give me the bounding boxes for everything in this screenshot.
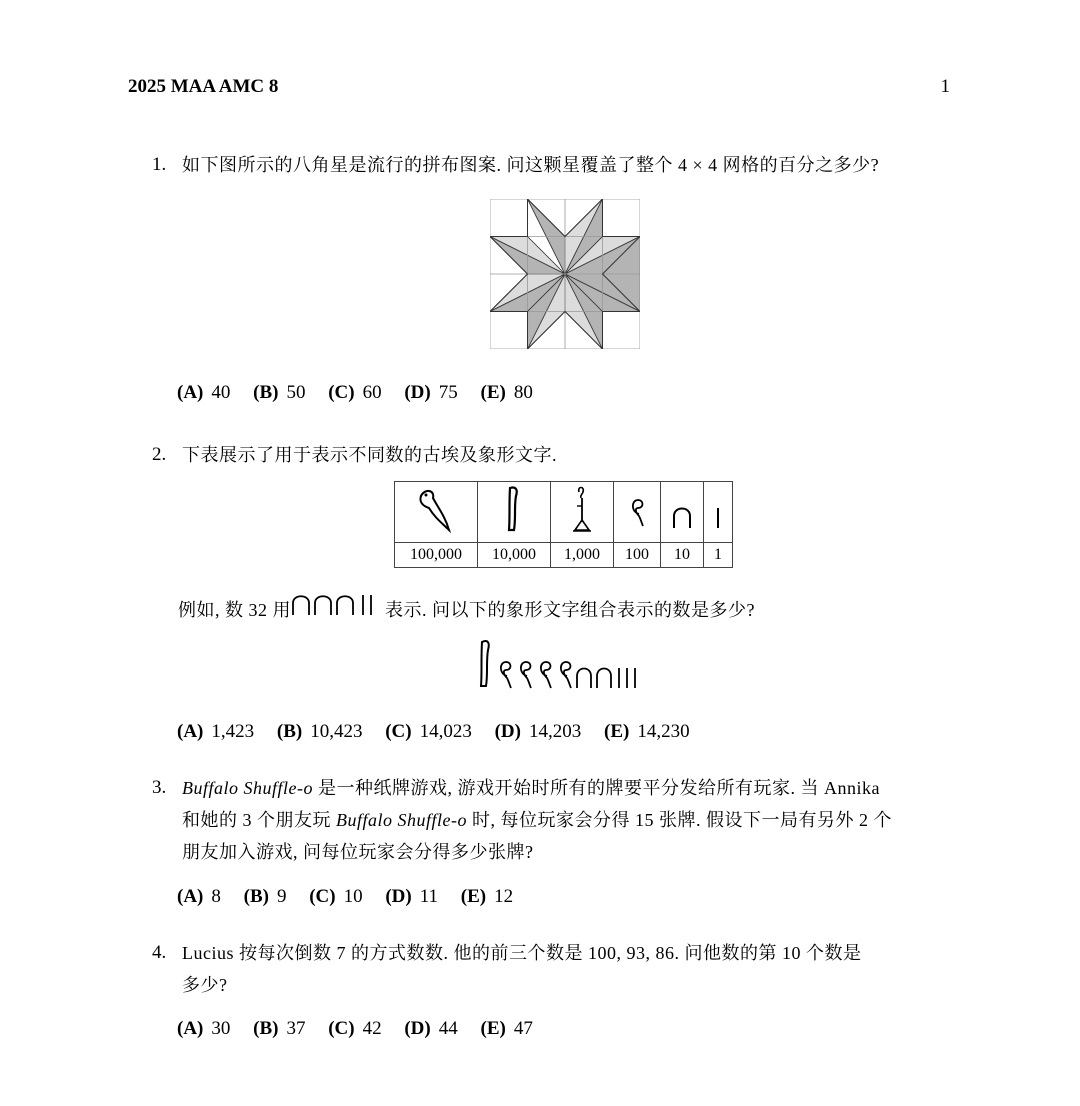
coil-glyph-cell	[614, 482, 661, 543]
finger-glyph-icon	[499, 484, 529, 536]
q4-text: Lucius 按每次倒数 7 的方式数数. 他的前三个数是 100, 93, 86. 问他数的第 10 个数是 多少?	[182, 943, 862, 995]
q1-choice-c[interactable]: (C) 60	[328, 382, 382, 403]
q3-number: 3.	[152, 777, 167, 798]
stroke-glyph-cell	[704, 482, 733, 543]
page-number: 1	[940, 76, 950, 97]
page-header-title: 2025 MAA AMC 8	[128, 76, 279, 97]
q3-choices	[177, 886, 531, 908]
q2-choice-e[interactable]: (E) 14,230	[604, 721, 690, 742]
q3-choice-e[interactable]: (E) 12	[460, 886, 514, 907]
q4-choice-d[interactable]: (D) 44	[404, 1018, 458, 1039]
q3-choice-c[interactable]: (C) 10	[309, 886, 363, 907]
q2-choice-c[interactable]: (C) 14,023	[385, 721, 472, 742]
table-value: 1	[704, 543, 733, 568]
lotus-glyph-icon	[567, 484, 597, 536]
q4-choice-b[interactable]: (B) 37	[253, 1018, 306, 1039]
lotus-glyph-cell	[551, 482, 614, 543]
table-value: 100,000	[395, 543, 478, 568]
q3-game-name: Buffalo Shuffle-o	[182, 778, 313, 798]
q2-example	[178, 593, 755, 626]
example-32-glyphs-icon	[291, 593, 385, 617]
q1-choice-b[interactable]: (B) 50	[253, 382, 306, 403]
q1-choice-e[interactable]: (E) 80	[480, 382, 533, 403]
q2-choice-a[interactable]: (A) 1,423	[177, 721, 255, 742]
table-value: 1,000	[551, 543, 614, 568]
table-value: 10	[661, 543, 704, 568]
heel-glyph-cell	[661, 482, 704, 543]
q1-text: 如下图所示的八角星是流行的拼布图案. 问这颗星覆盖了整个 4 × 4 网格的百分之多少?	[182, 155, 880, 175]
q1-choice-d[interactable]: (D) 75	[404, 382, 458, 403]
table-value: 10,000	[478, 543, 551, 568]
q3-text: Buffalo Shuffle-o 是一种纸牌游戏, 游戏开始时所有的牌要平分发给所有玩家. 当 Annika 和她的 3 个朋友玩 Buffalo Shuffle-o 时, 每位玩家会分得 15 张牌. 假设下一局有另外 2 个 朋友加入游戏, 问每位玩家会分得多少张牌?	[182, 778, 892, 862]
eight-point-star-figure	[490, 199, 640, 349]
q2-number: 2.	[152, 444, 167, 465]
q2-choice-b[interactable]: (B) 10,423	[276, 721, 363, 742]
q4-number: 4.	[152, 942, 167, 963]
coil-glyph-icon	[625, 484, 649, 536]
heel-glyph-icon	[670, 484, 694, 536]
q4-choice-c[interactable]: (C) 42	[328, 1018, 382, 1039]
q1-choice-a[interactable]: (A) 40	[177, 382, 231, 403]
q3-choice-d[interactable]: (D) 11	[385, 886, 439, 907]
q2-choice-d[interactable]: (D) 14,203	[494, 721, 582, 742]
finger-glyph-cell	[478, 482, 551, 543]
q2-choices	[177, 721, 708, 743]
q3-choice-a[interactable]: (A) 8	[177, 886, 221, 907]
q2-example-prefix: 例如, 数 32 用	[178, 600, 291, 620]
q4-choice-e[interactable]: (E) 47	[480, 1018, 533, 1039]
hieroglyph-table	[394, 481, 733, 568]
q4-choice-a[interactable]: (A) 30	[177, 1018, 231, 1039]
tadpole-glyph-cell	[395, 482, 478, 543]
q2-text: 下表展示了用于表示不同数的古埃及象形文字.	[182, 445, 557, 465]
table-value: 100	[614, 543, 661, 568]
q4-choices	[177, 1018, 551, 1040]
q3-choice-b[interactable]: (B) 9	[243, 886, 287, 907]
q3-game-name-2: Buffalo Shuffle-o	[336, 810, 467, 830]
tadpole-glyph-icon	[411, 484, 461, 536]
stroke-glyph-icon	[712, 484, 724, 536]
q1-choices	[177, 382, 551, 404]
question-glyph-combination-icon	[477, 638, 657, 692]
q2-example-suffix: 表示. 问以下的象形文字组合表示的数是多少?	[385, 600, 755, 620]
q1-number: 1.	[152, 154, 167, 175]
